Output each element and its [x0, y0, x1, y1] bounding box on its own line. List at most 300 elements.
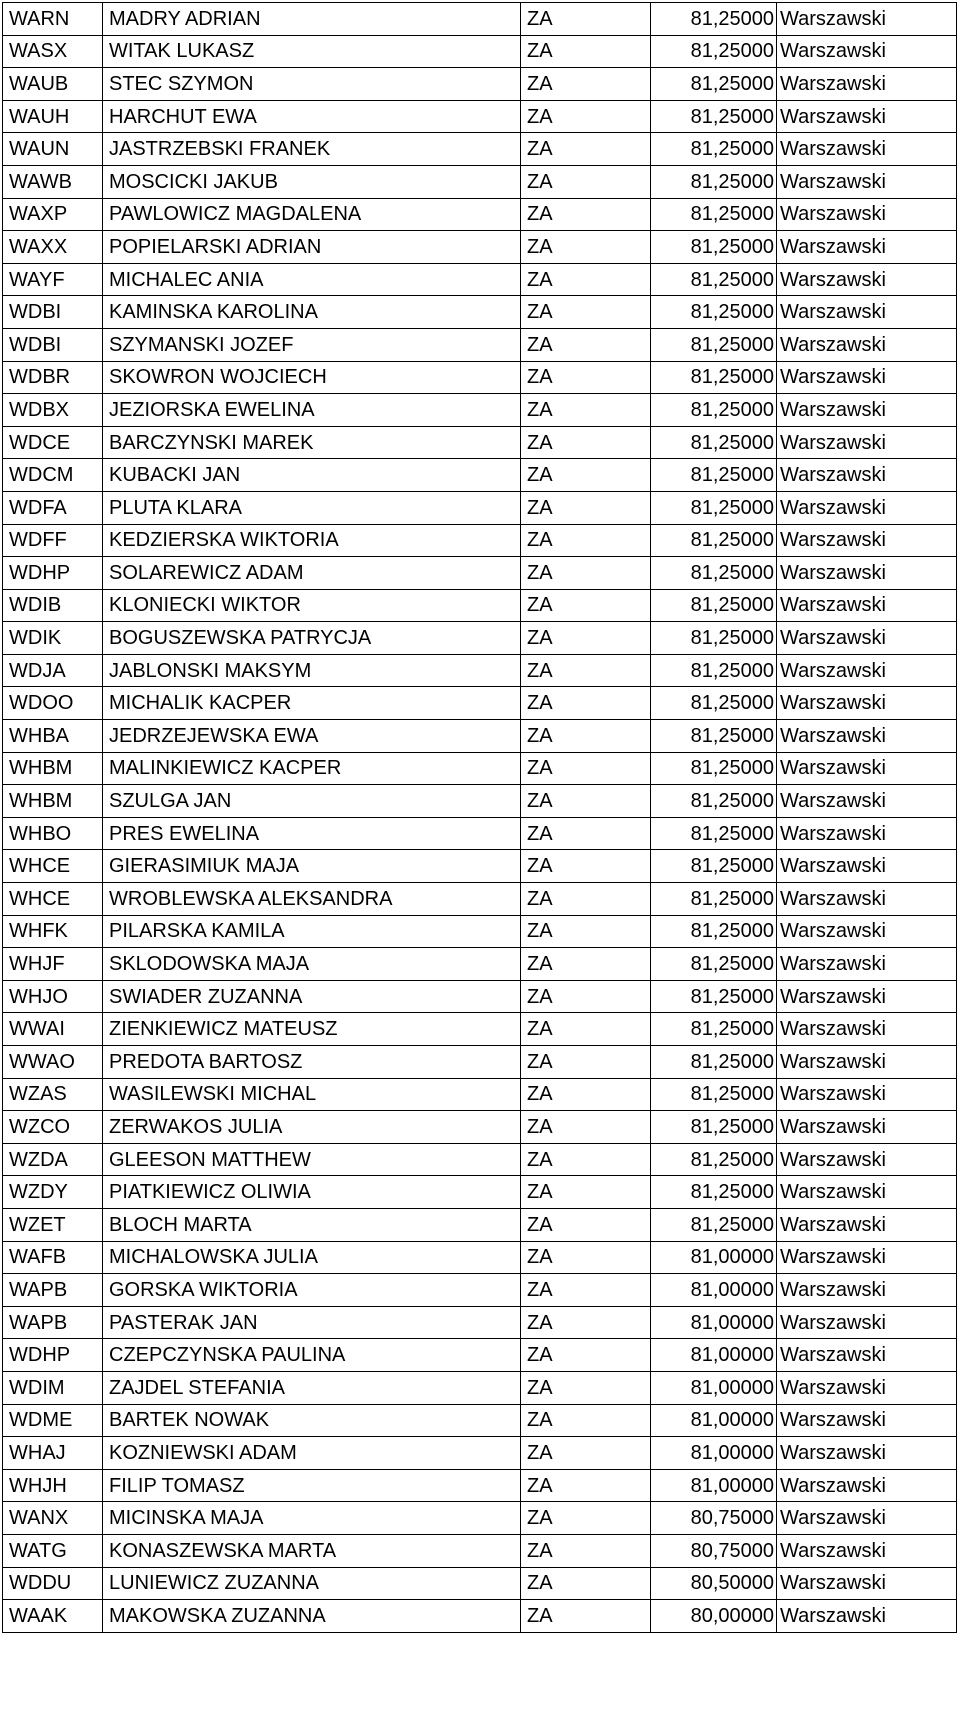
group-cell: ZA: [521, 1306, 651, 1339]
student-name-cell: ZERWAKOS JULIA: [103, 1111, 521, 1144]
district-cell: Warszawski: [777, 589, 957, 622]
group-cell: ZA: [521, 883, 651, 916]
table-row: [3, 68, 957, 101]
group-cell: ZA: [521, 1176, 651, 1209]
school-code-cell: WWAI: [3, 1013, 103, 1046]
table-row: [3, 1502, 957, 1535]
student-name-cell: PAWLOWICZ MAGDALENA: [103, 198, 521, 231]
school-code-cell: WHBO: [3, 817, 103, 850]
district-cell: Warszawski: [777, 296, 957, 329]
school-code-cell: WAWB: [3, 165, 103, 198]
table-row: [3, 1241, 957, 1274]
table-row: [3, 133, 957, 166]
student-name-cell: MAKOWSKA ZUZANNA: [103, 1600, 521, 1633]
score-cell: 81,25000: [651, 426, 777, 459]
district-cell: Warszawski: [777, 198, 957, 231]
group-cell: ZA: [521, 524, 651, 557]
score-cell: 81,25000: [651, 850, 777, 883]
district-cell: Warszawski: [777, 100, 957, 133]
results-table-body: [3, 3, 957, 1633]
table-row: [3, 459, 957, 492]
student-name-cell: HARCHUT EWA: [103, 100, 521, 133]
group-cell: ZA: [521, 198, 651, 231]
group-cell: ZA: [521, 1274, 651, 1307]
group-cell: ZA: [521, 1600, 651, 1633]
district-cell: Warszawski: [777, 1371, 957, 1404]
district-cell: Warszawski: [777, 1534, 957, 1567]
group-cell: ZA: [521, 133, 651, 166]
district-cell: Warszawski: [777, 817, 957, 850]
student-name-cell: MALINKIEWICZ KACPER: [103, 752, 521, 785]
district-cell: Warszawski: [777, 231, 957, 264]
table-row: [3, 361, 957, 394]
score-cell: 81,25000: [651, 198, 777, 231]
district-cell: Warszawski: [777, 1502, 957, 1535]
score-cell: 81,25000: [651, 785, 777, 818]
student-name-cell: STEC SZYMON: [103, 68, 521, 101]
district-cell: Warszawski: [777, 394, 957, 427]
score-cell: 81,25000: [651, 817, 777, 850]
table-row: [3, 752, 957, 785]
group-cell: ZA: [521, 68, 651, 101]
results-sheet: [2, 2, 956, 1633]
score-cell: 80,50000: [651, 1567, 777, 1600]
student-name-cell: MADRY ADRIAN: [103, 3, 521, 36]
district-cell: Warszawski: [777, 915, 957, 948]
district-cell: Warszawski: [777, 720, 957, 753]
table-row: [3, 1371, 957, 1404]
student-name-cell: JEDRZEJEWSKA EWA: [103, 720, 521, 753]
group-cell: ZA: [521, 231, 651, 264]
table-row: [3, 589, 957, 622]
district-cell: Warszawski: [777, 459, 957, 492]
district-cell: Warszawski: [777, 1013, 957, 1046]
school-code-cell: WDME: [3, 1404, 103, 1437]
table-row: [3, 1567, 957, 1600]
school-code-cell: WHBM: [3, 752, 103, 785]
score-cell: 81,25000: [651, 1176, 777, 1209]
school-code-cell: WZET: [3, 1208, 103, 1241]
school-code-cell: WHCE: [3, 883, 103, 916]
score-cell: 81,25000: [651, 1111, 777, 1144]
table-row: [3, 296, 957, 329]
table-row: [3, 720, 957, 753]
district-cell: Warszawski: [777, 1208, 957, 1241]
table-row: [3, 622, 957, 655]
district-cell: Warszawski: [777, 1078, 957, 1111]
score-cell: 81,25000: [651, 459, 777, 492]
score-cell: 81,25000: [651, 1078, 777, 1111]
student-name-cell: ZAJDEL STEFANIA: [103, 1371, 521, 1404]
table-row: [3, 35, 957, 68]
student-name-cell: SKOWRON WOJCIECH: [103, 361, 521, 394]
school-code-cell: WAPB: [3, 1274, 103, 1307]
student-name-cell: PREDOTA BARTOSZ: [103, 1046, 521, 1079]
student-name-cell: ZIENKIEWICZ MATEUSZ: [103, 1013, 521, 1046]
table-row: [3, 1046, 957, 1079]
table-row: [3, 1469, 957, 1502]
score-cell: 81,25000: [651, 524, 777, 557]
student-name-cell: MICINSKA MAJA: [103, 1502, 521, 1535]
school-code-cell: WHJO: [3, 980, 103, 1013]
table-row: [3, 687, 957, 720]
score-cell: 81,00000: [651, 1274, 777, 1307]
group-cell: ZA: [521, 263, 651, 296]
score-cell: 81,25000: [651, 915, 777, 948]
table-row: [3, 1111, 957, 1144]
score-cell: 80,75000: [651, 1502, 777, 1535]
table-row: [3, 1339, 957, 1372]
school-code-cell: WZAS: [3, 1078, 103, 1111]
district-cell: Warszawski: [777, 785, 957, 818]
group-cell: ZA: [521, 589, 651, 622]
school-code-cell: WHBA: [3, 720, 103, 753]
group-cell: ZA: [521, 1013, 651, 1046]
table-row: [3, 1013, 957, 1046]
table-row: [3, 231, 957, 264]
score-cell: 81,25000: [651, 752, 777, 785]
student-name-cell: MOSCICKI JAKUB: [103, 165, 521, 198]
score-cell: 81,25000: [651, 394, 777, 427]
table-row: [3, 1176, 957, 1209]
table-row: [3, 785, 957, 818]
district-cell: Warszawski: [777, 263, 957, 296]
school-code-cell: WATG: [3, 1534, 103, 1567]
school-code-cell: WDHP: [3, 1339, 103, 1372]
group-cell: ZA: [521, 1339, 651, 1372]
group-cell: ZA: [521, 1404, 651, 1437]
group-cell: ZA: [521, 1437, 651, 1470]
student-name-cell: PLUTA KLARA: [103, 491, 521, 524]
student-name-cell: PILARSKA KAMILA: [103, 915, 521, 948]
table-row: [3, 165, 957, 198]
district-cell: Warszawski: [777, 752, 957, 785]
score-cell: 81,25000: [651, 720, 777, 753]
score-cell: 81,00000: [651, 1306, 777, 1339]
district-cell: Warszawski: [777, 1404, 957, 1437]
district-cell: Warszawski: [777, 1306, 957, 1339]
student-name-cell: CZEPCZYNSKA PAULINA: [103, 1339, 521, 1372]
school-code-cell: WZDY: [3, 1176, 103, 1209]
score-cell: 80,75000: [651, 1534, 777, 1567]
group-cell: ZA: [521, 1371, 651, 1404]
student-name-cell: WASILEWSKI MICHAL: [103, 1078, 521, 1111]
school-code-cell: WHJF: [3, 948, 103, 981]
group-cell: ZA: [521, 557, 651, 590]
table-row: [3, 883, 957, 916]
school-code-cell: WAUH: [3, 100, 103, 133]
table-row: [3, 1404, 957, 1437]
school-code-cell: WHAJ: [3, 1437, 103, 1470]
group-cell: ZA: [521, 1241, 651, 1274]
school-code-cell: WAPB: [3, 1306, 103, 1339]
table-row: [3, 1534, 957, 1567]
group-cell: ZA: [521, 35, 651, 68]
school-code-cell: WANX: [3, 1502, 103, 1535]
score-cell: 81,00000: [651, 1404, 777, 1437]
score-cell: 81,00000: [651, 1469, 777, 1502]
table-row: [3, 198, 957, 231]
score-cell: 81,25000: [651, 328, 777, 361]
school-code-cell: WAFB: [3, 1241, 103, 1274]
group-cell: ZA: [521, 491, 651, 524]
score-cell: 81,25000: [651, 980, 777, 1013]
table-row: [3, 557, 957, 590]
group-cell: ZA: [521, 785, 651, 818]
score-cell: 81,25000: [651, 3, 777, 36]
district-cell: Warszawski: [777, 557, 957, 590]
group-cell: ZA: [521, 328, 651, 361]
group-cell: ZA: [521, 1208, 651, 1241]
school-code-cell: WDHP: [3, 557, 103, 590]
table-row: [3, 1306, 957, 1339]
student-name-cell: KEDZIERSKA WIKTORIA: [103, 524, 521, 557]
score-cell: 81,25000: [651, 361, 777, 394]
group-cell: ZA: [521, 1534, 651, 1567]
table-row: [3, 915, 957, 948]
district-cell: Warszawski: [777, 165, 957, 198]
table-row: [3, 491, 957, 524]
school-code-cell: WARN: [3, 3, 103, 36]
district-cell: Warszawski: [777, 1339, 957, 1372]
student-name-cell: WITAK LUKASZ: [103, 35, 521, 68]
district-cell: Warszawski: [777, 980, 957, 1013]
school-code-cell: WWAO: [3, 1046, 103, 1079]
student-name-cell: BARCZYNSKI MAREK: [103, 426, 521, 459]
score-cell: 81,25000: [651, 557, 777, 590]
student-name-cell: FILIP TOMASZ: [103, 1469, 521, 1502]
student-name-cell: GIERASIMIUK MAJA: [103, 850, 521, 883]
student-name-cell: BARTEK NOWAK: [103, 1404, 521, 1437]
group-cell: ZA: [521, 1046, 651, 1079]
student-name-cell: BOGUSZEWSKA PATRYCJA: [103, 622, 521, 655]
district-cell: Warszawski: [777, 654, 957, 687]
district-cell: Warszawski: [777, 133, 957, 166]
score-cell: 81,25000: [651, 883, 777, 916]
score-cell: 80,00000: [651, 1600, 777, 1633]
score-cell: 81,25000: [651, 296, 777, 329]
student-name-cell: KUBACKI JAN: [103, 459, 521, 492]
group-cell: ZA: [521, 687, 651, 720]
group-cell: ZA: [521, 817, 651, 850]
student-name-cell: SZYMANSKI JOZEF: [103, 328, 521, 361]
table-row: [3, 524, 957, 557]
group-cell: ZA: [521, 1567, 651, 1600]
district-cell: Warszawski: [777, 687, 957, 720]
district-cell: Warszawski: [777, 1469, 957, 1502]
table-row: [3, 948, 957, 981]
student-name-cell: PRES EWELINA: [103, 817, 521, 850]
student-name-cell: KLONIECKI WIKTOR: [103, 589, 521, 622]
school-code-cell: WDBI: [3, 328, 103, 361]
student-name-cell: PASTERAK JAN: [103, 1306, 521, 1339]
district-cell: Warszawski: [777, 850, 957, 883]
score-cell: 81,25000: [651, 1013, 777, 1046]
table-row: [3, 394, 957, 427]
group-cell: ZA: [521, 100, 651, 133]
student-name-cell: KOZNIEWSKI ADAM: [103, 1437, 521, 1470]
table-row: [3, 426, 957, 459]
school-code-cell: WAAK: [3, 1600, 103, 1633]
table-row: [3, 328, 957, 361]
school-code-cell: WHFK: [3, 915, 103, 948]
student-name-cell: SKLODOWSKA MAJA: [103, 948, 521, 981]
student-name-cell: JABLONSKI MAKSYM: [103, 654, 521, 687]
score-cell: 81,25000: [651, 133, 777, 166]
district-cell: Warszawski: [777, 1600, 957, 1633]
student-name-cell: KONASZEWSKA MARTA: [103, 1534, 521, 1567]
group-cell: ZA: [521, 394, 651, 427]
score-cell: 81,25000: [651, 654, 777, 687]
group-cell: ZA: [521, 1143, 651, 1176]
group-cell: ZA: [521, 165, 651, 198]
table-row: [3, 1078, 957, 1111]
table-row: [3, 654, 957, 687]
district-cell: Warszawski: [777, 1176, 957, 1209]
student-name-cell: BLOCH MARTA: [103, 1208, 521, 1241]
score-cell: 81,00000: [651, 1437, 777, 1470]
school-code-cell: WDBR: [3, 361, 103, 394]
score-cell: 81,00000: [651, 1241, 777, 1274]
group-cell: ZA: [521, 296, 651, 329]
school-code-cell: WDIB: [3, 589, 103, 622]
school-code-cell: WDOO: [3, 687, 103, 720]
student-name-cell: POPIELARSKI ADRIAN: [103, 231, 521, 264]
student-name-cell: SOLAREWICZ ADAM: [103, 557, 521, 590]
school-code-cell: WDDU: [3, 1567, 103, 1600]
student-name-cell: PIATKIEWICZ OLIWIA: [103, 1176, 521, 1209]
score-cell: 81,25000: [651, 100, 777, 133]
score-cell: 81,25000: [651, 35, 777, 68]
group-cell: ZA: [521, 3, 651, 36]
group-cell: ZA: [521, 850, 651, 883]
school-code-cell: WDBI: [3, 296, 103, 329]
score-cell: 81,25000: [651, 948, 777, 981]
school-code-cell: WAYF: [3, 263, 103, 296]
district-cell: Warszawski: [777, 35, 957, 68]
district-cell: Warszawski: [777, 1567, 957, 1600]
student-name-cell: WROBLEWSKA ALEKSANDRA: [103, 883, 521, 916]
score-cell: 81,00000: [651, 1371, 777, 1404]
student-name-cell: MICHALIK KACPER: [103, 687, 521, 720]
school-code-cell: WDIM: [3, 1371, 103, 1404]
student-name-cell: MICHALOWSKA JULIA: [103, 1241, 521, 1274]
student-name-cell: JEZIORSKA EWELINA: [103, 394, 521, 427]
district-cell: Warszawski: [777, 68, 957, 101]
school-code-cell: WAUB: [3, 68, 103, 101]
table-row: [3, 100, 957, 133]
group-cell: ZA: [521, 459, 651, 492]
student-name-cell: MICHALEC ANIA: [103, 263, 521, 296]
student-name-cell: SWIADER ZUZANNA: [103, 980, 521, 1013]
group-cell: ZA: [521, 1111, 651, 1144]
school-code-cell: WHJH: [3, 1469, 103, 1502]
group-cell: ZA: [521, 948, 651, 981]
district-cell: Warszawski: [777, 622, 957, 655]
group-cell: ZA: [521, 752, 651, 785]
score-cell: 81,25000: [651, 687, 777, 720]
table-row: [3, 850, 957, 883]
student-name-cell: JASTRZEBSKI FRANEK: [103, 133, 521, 166]
district-cell: Warszawski: [777, 1143, 957, 1176]
school-code-cell: WDJA: [3, 654, 103, 687]
student-name-cell: KAMINSKA KAROLINA: [103, 296, 521, 329]
table-row: [3, 1208, 957, 1241]
group-cell: ZA: [521, 915, 651, 948]
score-cell: 81,25000: [651, 622, 777, 655]
district-cell: Warszawski: [777, 1046, 957, 1079]
group-cell: ZA: [521, 1078, 651, 1111]
district-cell: Warszawski: [777, 883, 957, 916]
district-cell: Warszawski: [777, 328, 957, 361]
school-code-cell: WHBM: [3, 785, 103, 818]
group-cell: ZA: [521, 1502, 651, 1535]
school-code-cell: WZCO: [3, 1111, 103, 1144]
school-code-cell: WDCE: [3, 426, 103, 459]
score-cell: 81,25000: [651, 589, 777, 622]
table-row: [3, 1274, 957, 1307]
school-code-cell: WAXP: [3, 198, 103, 231]
district-cell: Warszawski: [777, 491, 957, 524]
district-cell: Warszawski: [777, 1437, 957, 1470]
score-cell: 81,25000: [651, 68, 777, 101]
district-cell: Warszawski: [777, 3, 957, 36]
school-code-cell: WASX: [3, 35, 103, 68]
school-code-cell: WDCM: [3, 459, 103, 492]
table-row: [3, 980, 957, 1013]
group-cell: ZA: [521, 622, 651, 655]
school-code-cell: WDIK: [3, 622, 103, 655]
school-code-cell: WAUN: [3, 133, 103, 166]
group-cell: ZA: [521, 1469, 651, 1502]
school-code-cell: WZDA: [3, 1143, 103, 1176]
district-cell: Warszawski: [777, 426, 957, 459]
score-cell: 81,25000: [651, 1143, 777, 1176]
school-code-cell: WHCE: [3, 850, 103, 883]
score-cell: 81,25000: [651, 1046, 777, 1079]
table-row: [3, 817, 957, 850]
school-code-cell: WDFF: [3, 524, 103, 557]
score-cell: 81,25000: [651, 165, 777, 198]
table-row: [3, 263, 957, 296]
student-name-cell: GORSKA WIKTORIA: [103, 1274, 521, 1307]
district-cell: Warszawski: [777, 524, 957, 557]
school-code-cell: WAXX: [3, 231, 103, 264]
district-cell: Warszawski: [777, 361, 957, 394]
school-code-cell: WDBX: [3, 394, 103, 427]
student-name-cell: GLEESON MATTHEW: [103, 1143, 521, 1176]
student-name-cell: LUNIEWICZ ZUZANNA: [103, 1567, 521, 1600]
score-cell: 81,25000: [651, 1208, 777, 1241]
table-row: [3, 3, 957, 36]
score-cell: 81,25000: [651, 231, 777, 264]
group-cell: ZA: [521, 654, 651, 687]
score-cell: 81,00000: [651, 1339, 777, 1372]
district-cell: Warszawski: [777, 1111, 957, 1144]
district-cell: Warszawski: [777, 1241, 957, 1274]
student-name-cell: SZULGA JAN: [103, 785, 521, 818]
score-cell: 81,25000: [651, 263, 777, 296]
district-cell: Warszawski: [777, 1274, 957, 1307]
score-cell: 81,25000: [651, 491, 777, 524]
school-code-cell: WDFA: [3, 491, 103, 524]
group-cell: ZA: [521, 980, 651, 1013]
group-cell: ZA: [521, 361, 651, 394]
group-cell: ZA: [521, 720, 651, 753]
results-table: [2, 2, 957, 1633]
district-cell: Warszawski: [777, 948, 957, 981]
table-row: [3, 1437, 957, 1470]
